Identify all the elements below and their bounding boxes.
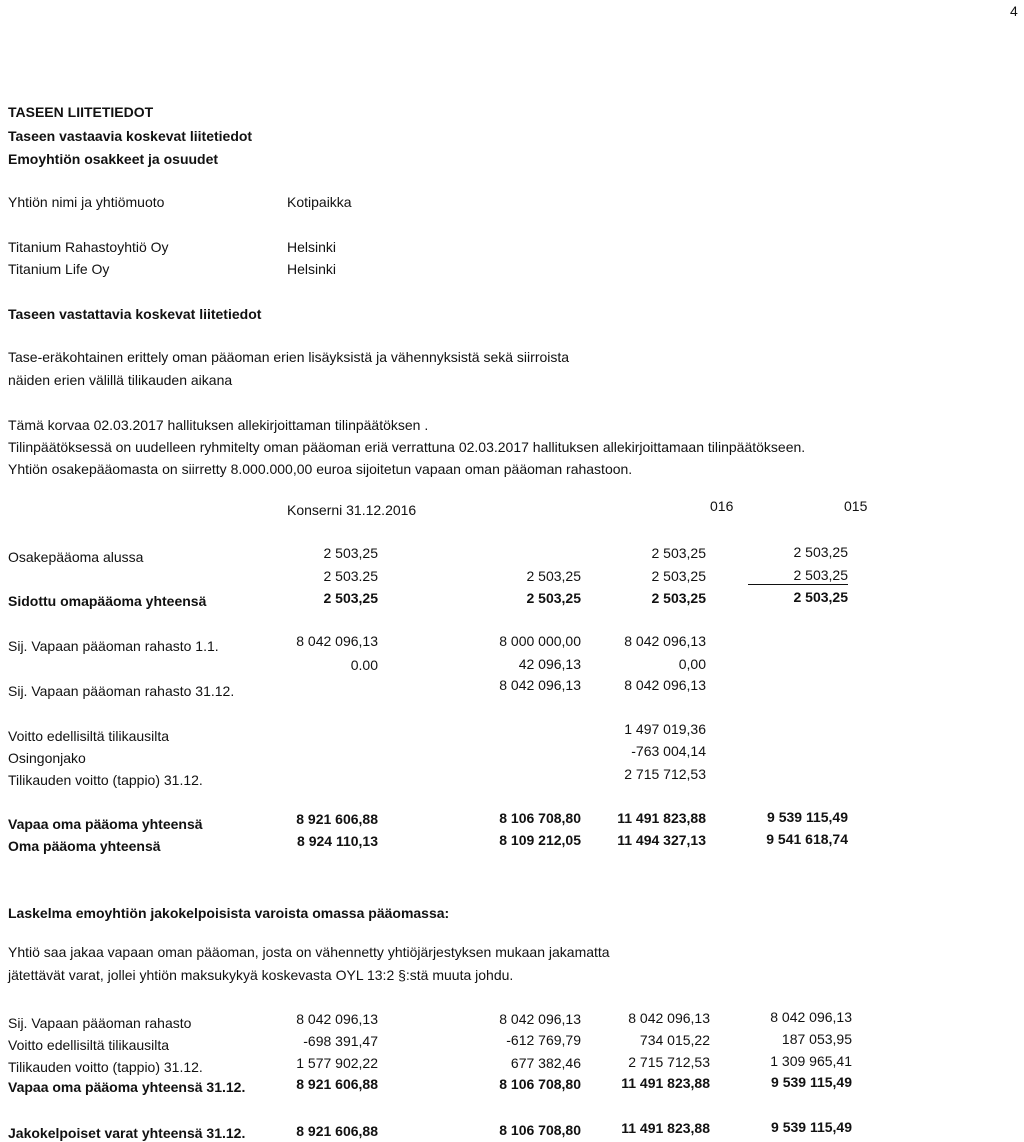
cell-value: 2 503,25 bbox=[793, 567, 848, 583]
cell-value: 1 309 965,41 bbox=[770, 1053, 852, 1069]
cell-value: 2 503,25 bbox=[651, 568, 706, 584]
cell-value: 11 491 823,88 bbox=[621, 1075, 710, 1091]
cell-value: 1 497 019,36 bbox=[624, 721, 706, 737]
cell-value: 8 042 096,13 bbox=[296, 1011, 378, 1027]
cell-value: 9 539 115,49 bbox=[771, 1074, 852, 1090]
intro-line: Tase-eräkohtainen erittely oman pääoman erien lisäyksistä ja vähennyksistä sekä siirroista bbox=[8, 349, 570, 365]
cell-value: -763 004,14 bbox=[631, 743, 706, 759]
row-label: Jakokelpoiset varat yhteensä 31.12. bbox=[8, 1125, 246, 1141]
cell-value: 8 921 606,88 bbox=[296, 811, 378, 827]
cell-value: 8 921 606,88 bbox=[296, 1123, 378, 1139]
row-label: Osingonjako bbox=[8, 750, 86, 766]
heading-shares: Emoyhtiön osakkeet ja osuudet bbox=[8, 151, 219, 167]
row-label: Tilikauden voitto (tappio) 31.12. bbox=[8, 772, 203, 788]
cell-value: 2 503.25 bbox=[323, 568, 378, 584]
cell-value: 2 503,25 bbox=[651, 545, 706, 561]
row-label: Voitto edellisiltä tilikausilta bbox=[8, 1037, 170, 1053]
column-header: 016 bbox=[710, 498, 734, 514]
cell-value: 2 503,25 bbox=[651, 590, 706, 606]
cell-value: 8 042 096,13 bbox=[624, 677, 706, 693]
company-place: Helsinki bbox=[287, 239, 337, 255]
cell-value: 8 042 096,13 bbox=[296, 633, 378, 649]
cell-value: 187 053,95 bbox=[781, 1031, 852, 1047]
cell-value: 8 042 096,13 bbox=[628, 1010, 710, 1026]
cell-value: 42 096,13 bbox=[518, 656, 581, 672]
cell-value: 734 015,22 bbox=[639, 1032, 710, 1048]
row-label: Osakepääoma alussa bbox=[8, 549, 144, 565]
cell-value: 2 503,25 bbox=[793, 589, 848, 605]
row-label: Vapaa oma pääoma yhteensä 31.12. bbox=[8, 1079, 246, 1095]
cell-value: 9 539 115,49 bbox=[767, 809, 848, 825]
company-place: Helsinki bbox=[287, 261, 337, 277]
note-line: Tilinpäätöksessä on uudelleen ryhmitelty oman pääoman eriä verrattuna 02.03.2017 hallituksen allekirjoittamaan tilinpäätökseen. bbox=[8, 439, 806, 455]
cell-value: 8 106 708,80 bbox=[499, 810, 581, 826]
column-header: Konserni 31.12.2016 bbox=[287, 502, 417, 518]
note-line: Tämä korvaa 02.03.2017 hallituksen allekirjoittaman tilinpäätöksen . bbox=[8, 417, 429, 433]
cell-value: 9 539 115,49 bbox=[771, 1119, 852, 1135]
row-label: Vapaa oma pääoma yhteensä bbox=[8, 816, 203, 832]
cell-value: 0,00 bbox=[678, 656, 706, 672]
dist-intro-line: jätettävät varat, jollei yhtiön maksukykyä koskevasta OYL 13:2 §:stä muuta johdu. bbox=[8, 967, 514, 983]
cell-value: -698 391,47 bbox=[303, 1033, 378, 1049]
row-label: Oma pääoma yhteensä bbox=[8, 838, 161, 854]
cell-value: -612 769,79 bbox=[506, 1032, 581, 1048]
row-label: Voitto edellisiltä tilikausilta bbox=[8, 728, 170, 744]
cell-value: 8 109 212,05 bbox=[499, 832, 581, 848]
heading-distributable: Laskelma emoyhtiön jakokelpoisista varoista omassa pääomassa: bbox=[8, 905, 450, 921]
cell-value: 8 042 096,13 bbox=[499, 1011, 581, 1027]
note-line: Yhtiön osakepääomasta on siirretty 8.000.000,00 euroa sijoitetun vapaan oman pääoman rahastoon. bbox=[8, 461, 633, 477]
cell-value: 2 715 712,53 bbox=[628, 1054, 710, 1070]
company-name: Titanium Rahastoyhtiö Oy bbox=[8, 239, 169, 255]
heading-assets: Taseen vastaavia koskevat liitetiedot bbox=[8, 128, 253, 144]
cell-value: 2 503,25 bbox=[323, 545, 378, 561]
cell-value: 8 106 708,80 bbox=[499, 1076, 581, 1092]
cell-value: 2 503,25 bbox=[793, 544, 848, 560]
cell-value: 11 494 327,13 bbox=[617, 832, 706, 848]
row-label: Sidottu omapääoma yhteensä bbox=[8, 593, 207, 609]
cell-value: 2 503,25 bbox=[526, 590, 581, 606]
heading-notes: TASEEN LIITETIEDOT bbox=[8, 104, 154, 120]
heading-liabilities: Taseen vastattavia koskevat liitetiedot bbox=[8, 306, 262, 322]
cell-value: 2 715 712,53 bbox=[624, 766, 706, 782]
cell-value: 11 491 823,88 bbox=[617, 810, 706, 826]
cell-value: 8 000 000,00 bbox=[499, 633, 581, 649]
cell-value: 8 106 708,80 bbox=[499, 1122, 581, 1138]
cell-value: 11 491 823,88 bbox=[621, 1120, 710, 1136]
row-label: Sij. Vapaan pääoman rahasto 1.1. bbox=[8, 638, 219, 654]
row-label: Sij. Vapaan pääoman rahasto bbox=[8, 1015, 192, 1031]
cell-value: 8 042 096,13 bbox=[624, 633, 706, 649]
cell-value: 2 503,25 bbox=[323, 590, 378, 606]
dist-intro-line: Yhtiö saa jakaa vapaan oman pääoman, josta on vähennetty yhtiöjärjestyksen mukaan jakamatta bbox=[8, 944, 610, 960]
cell-value: 8 042 096,13 bbox=[499, 677, 581, 693]
companies-col-place: Kotipaikka bbox=[287, 194, 352, 210]
cell-value: 1 577 902,22 bbox=[296, 1055, 378, 1071]
companies-col-name: Yhtiön nimi ja yhtiömuoto bbox=[8, 194, 165, 210]
cell-value: 8 042 096,13 bbox=[770, 1009, 852, 1025]
company-name: Titanium Life Oy bbox=[8, 261, 110, 277]
cell-value: 2 503,25 bbox=[526, 568, 581, 584]
intro-line: näiden erien välillä tilikauden aikana bbox=[8, 372, 233, 388]
row-label: Tilikauden voitto (tappio) 31.12. bbox=[8, 1059, 203, 1075]
row-label: Sij. Vapaan pääoman rahasto 31.12. bbox=[8, 683, 235, 699]
page-number: 4 bbox=[1010, 3, 1018, 19]
column-header: 015 bbox=[844, 498, 868, 514]
cell-value: 8 921 606,88 bbox=[296, 1076, 378, 1092]
cell-value: 9 541 618,74 bbox=[766, 831, 848, 847]
cell-value: 0.00 bbox=[350, 657, 378, 673]
cell-value: 677 382,46 bbox=[510, 1055, 581, 1071]
underline bbox=[748, 584, 848, 585]
cell-value: 8 924 110,13 bbox=[297, 833, 378, 849]
